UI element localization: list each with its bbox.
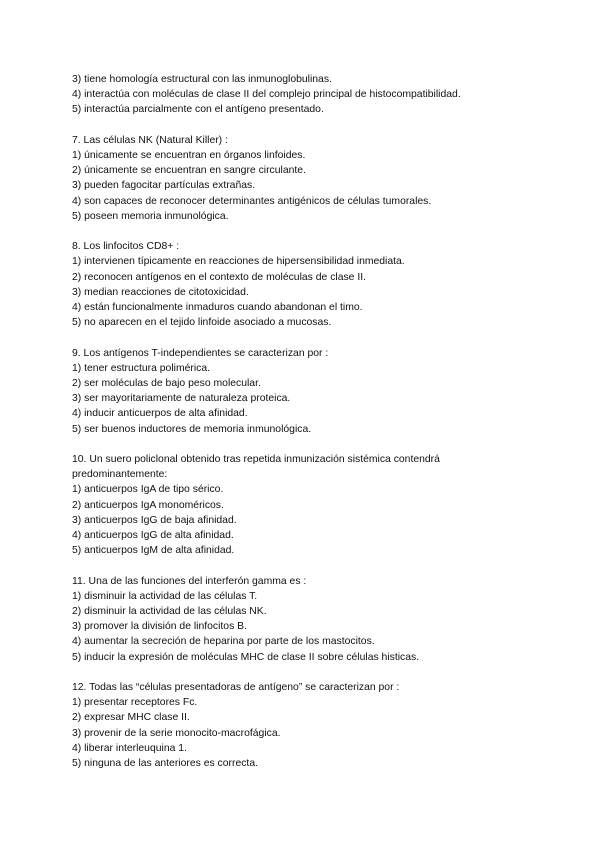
option: 1) presentar receptores Fc. bbox=[72, 697, 198, 709]
question-title: 8. Los linfocitos CD8+ : bbox=[72, 241, 180, 253]
option: 4) interactúa con moléculas de clase II del complejo principal de histocompatibilidad. bbox=[72, 89, 461, 101]
option: 4) están funcionalmente inmaduros cuando abandonan el timo. bbox=[72, 302, 363, 314]
question-title: 10. Un suero policlonal obtenido tras repetida inmunización sistémica contendrá bbox=[72, 454, 440, 466]
question-11 bbox=[72, 574, 542, 665]
question-title-continuation: predominantemente: bbox=[72, 469, 168, 481]
option: 3) median reacciones de citotoxicidad. bbox=[72, 286, 249, 298]
option: 3) anticuerpos IgG de baja afinidad. bbox=[72, 514, 237, 526]
question-title: 9. Los antígenos T-independientes se caracterizan por : bbox=[72, 347, 329, 359]
option: 1) únicamente se encuentran en órganos linfoides. bbox=[72, 150, 306, 161]
option: 4) anticuerpos IgG de alta afinidad. bbox=[72, 530, 234, 542]
question-9 bbox=[72, 346, 542, 437]
option: 2) expresar MHC clase II. bbox=[72, 712, 190, 724]
option: 4) son capaces de reconocer determinantes antigénicos de células tumorales. bbox=[72, 195, 432, 207]
option: 5) inducir la expresión de moléculas MHC de clase II sobre células histicas. bbox=[72, 651, 420, 663]
option: 2) únicamente se encuentran en sangre circulante. bbox=[72, 165, 306, 177]
option: 5) interactúa parcialmente con el antígeno presentado. bbox=[72, 104, 324, 116]
option: 2) anticuerpos IgA monoméricos. bbox=[72, 499, 224, 511]
option: 1) tener estructura polimérica. bbox=[72, 362, 211, 374]
option: 3) ser mayoritariamente de naturaleza proteica. bbox=[72, 393, 291, 405]
question-7 bbox=[72, 133, 542, 224]
option: 1) anticuerpos IgA de tipo sérico. bbox=[72, 484, 224, 496]
option: 1) intervienen típicamente en reacciones de hipersensibilidad inmediata. bbox=[72, 256, 405, 268]
option: 3) provenir de la serie monocito-macrofágica. bbox=[72, 727, 281, 739]
question-title: 7. Las células NK (Natural Killer) : bbox=[72, 134, 228, 146]
question-8 bbox=[72, 239, 542, 330]
question-title: 12. Todas las “células presentadoras de antígeno” se caracterizan por : bbox=[72, 682, 400, 694]
question-12 bbox=[72, 680, 542, 771]
option: 4) aumentar la secreción de heparina por parte de los mastocitos. bbox=[72, 636, 375, 648]
option: 2) disminuir la actividad de las células NK. bbox=[72, 606, 267, 618]
option: 5) ninguna de las anteriores es correcta. bbox=[72, 758, 258, 770]
option: 3) promover la división de linfocitos B. bbox=[72, 621, 247, 633]
question-10 bbox=[72, 452, 542, 558]
exam-page bbox=[72, 72, 542, 786]
option: 3) pueden fagocitar partículas extrañas. bbox=[72, 180, 256, 192]
option: 5) no aparecen en el tejido linfoide asociado a mucosas. bbox=[72, 317, 332, 329]
question-6-continuation bbox=[72, 72, 542, 118]
option: 4) liberar interleuquina 1. bbox=[72, 742, 187, 754]
option: 1) disminuir la actividad de las células T. bbox=[72, 590, 258, 602]
option: 5) poseen memoria inmunológica. bbox=[72, 210, 229, 222]
option: 4) inducir anticuerpos de alta afinidad. bbox=[72, 408, 248, 420]
option: 5) ser buenos inductores de memoria inmunológica. bbox=[72, 423, 312, 435]
option: 2) reconocen antígenos en el contexto de moléculas de clase II. bbox=[72, 271, 367, 283]
question-title: 11. Una de las funciones del interferón gamma es : bbox=[72, 575, 307, 587]
option: 5) anticuerpos IgM de alta afinidad. bbox=[72, 545, 235, 557]
option: 2) ser moléculas de bajo peso molecular. bbox=[72, 378, 261, 390]
option: 3) tiene homología estructural con las inmunoglobulinas. bbox=[72, 74, 332, 85]
